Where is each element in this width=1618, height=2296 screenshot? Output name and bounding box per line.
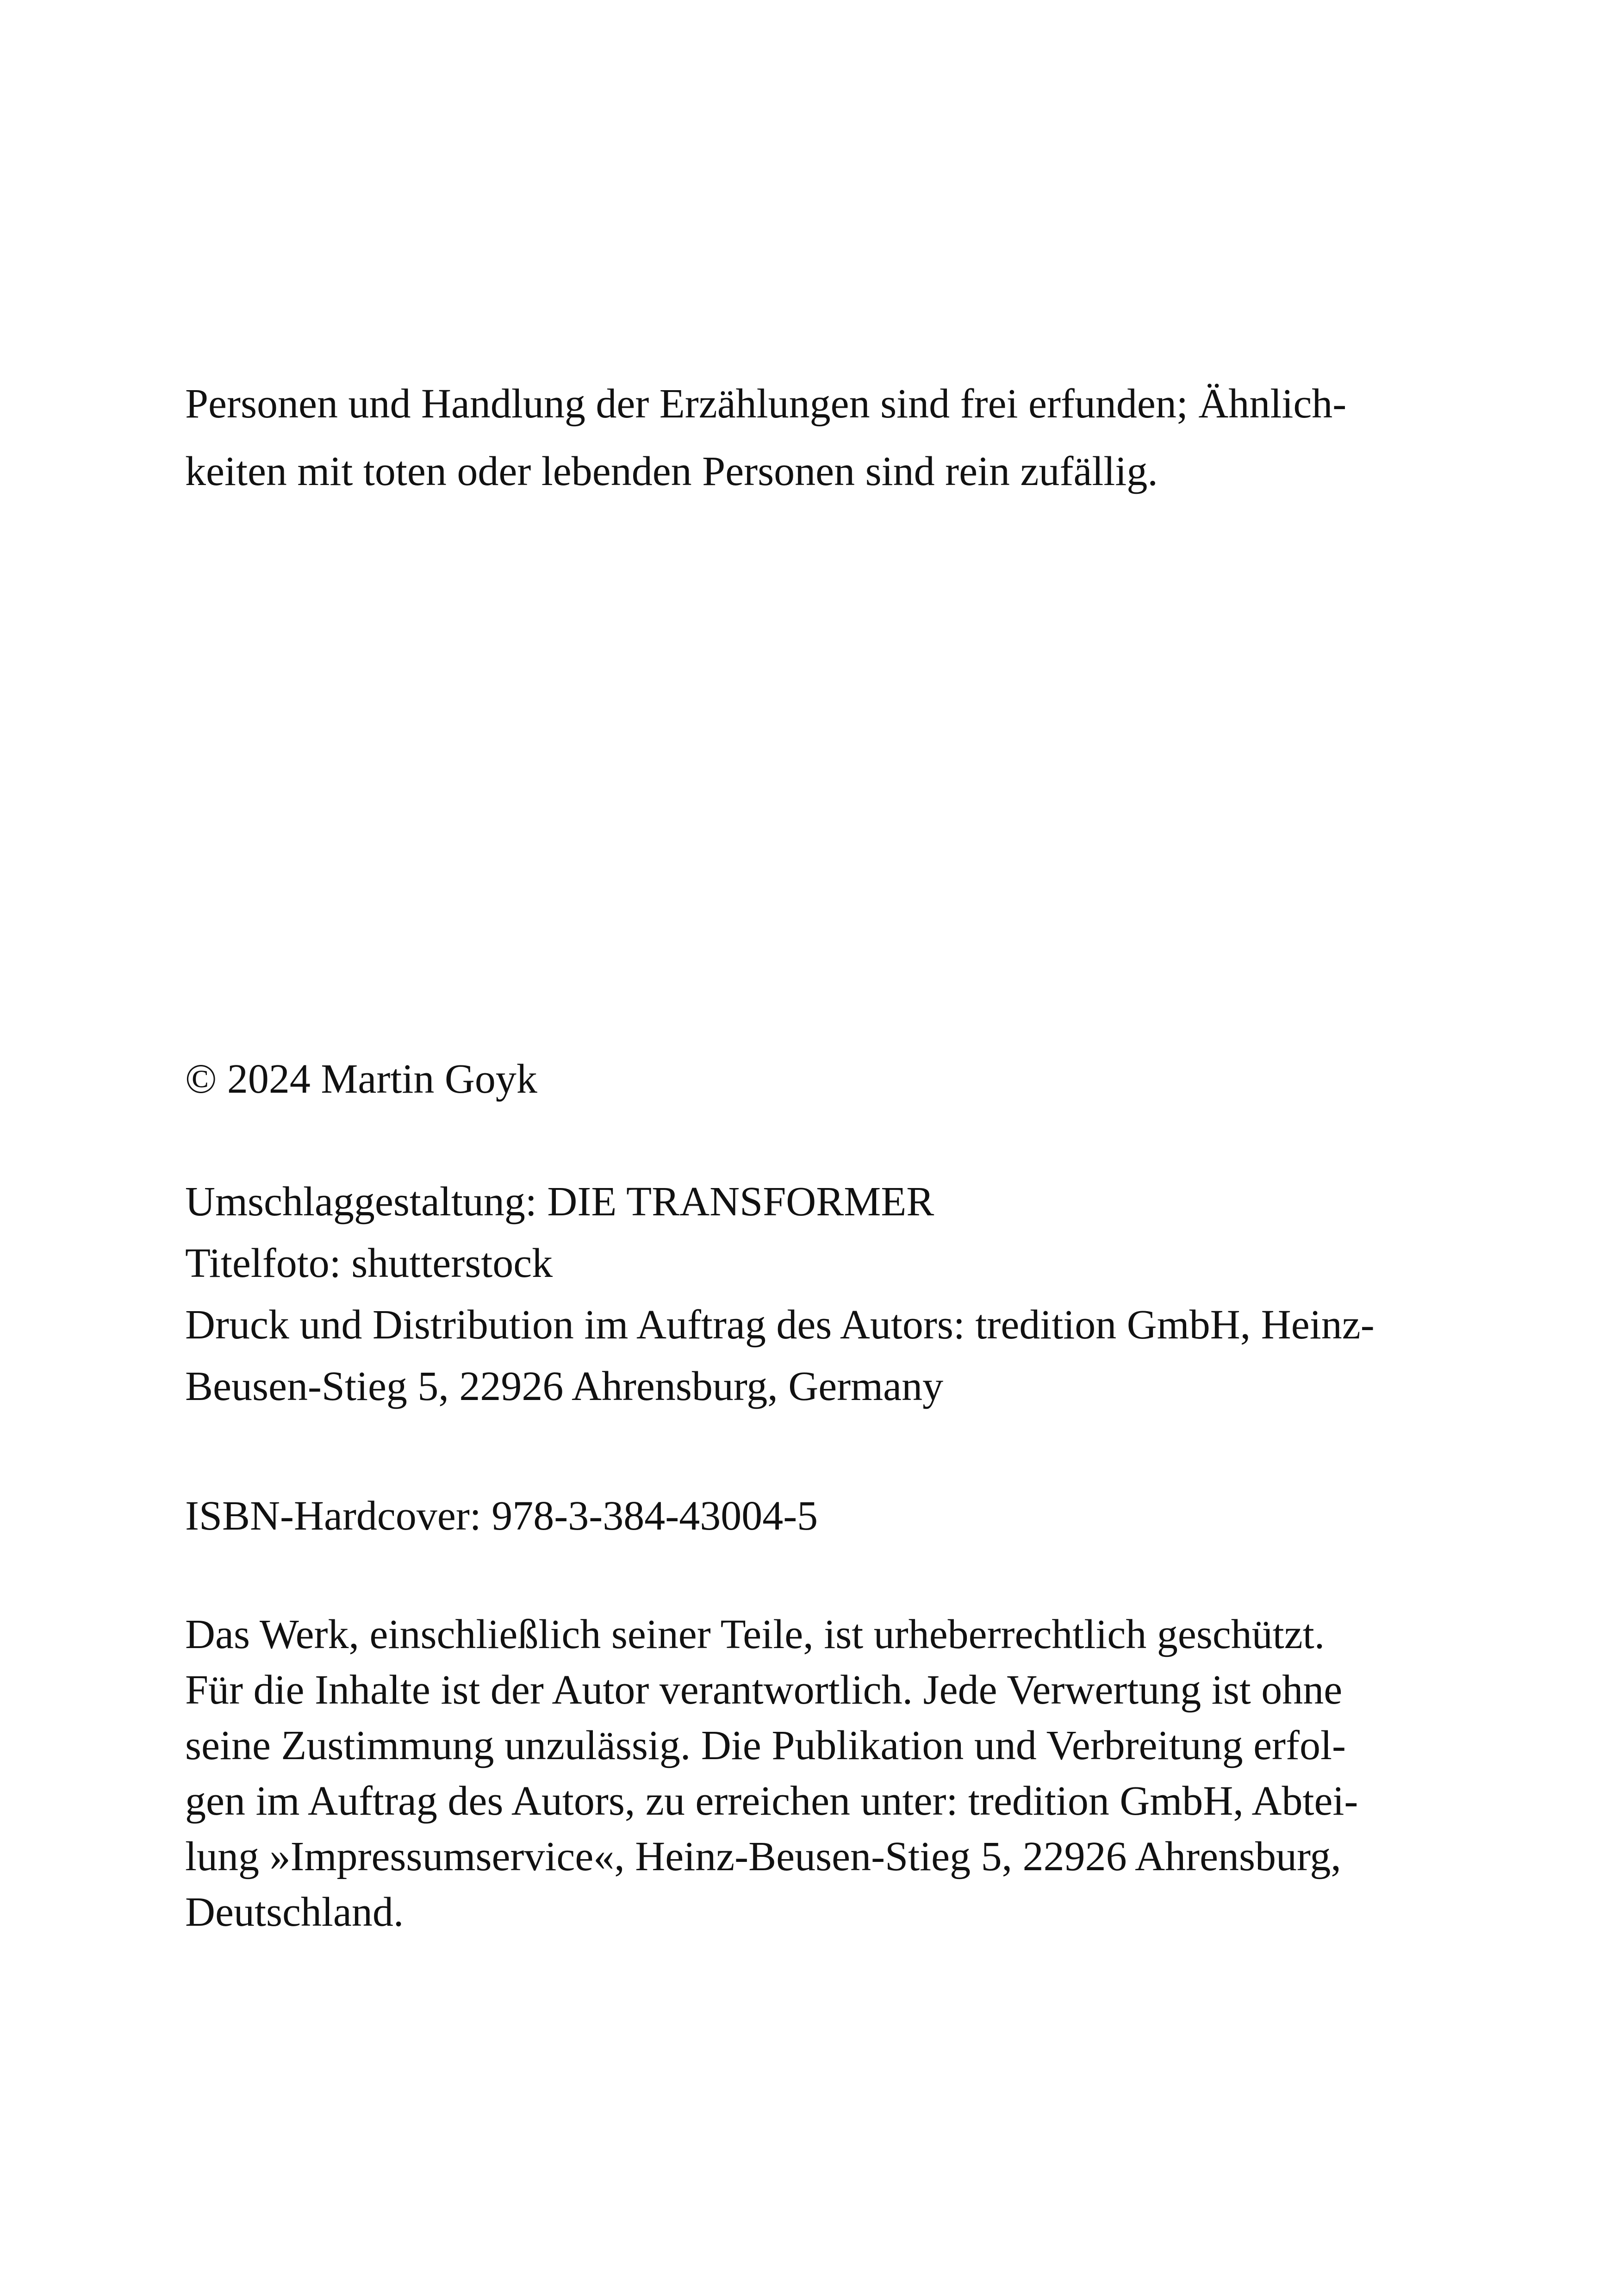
isbn-block	[185, 1484, 818, 1549]
rights-line: lung »Impressumservice«, Heinz-Beusen-Stieg 5, 22926 Ahrensburg,	[185, 1834, 1341, 1879]
title-photo-credit: Titelfoto: shutterstock	[185, 1240, 553, 1286]
disclaimer-paragraph	[185, 370, 1346, 505]
rights-line: Für die Inhalte ist der Autor verantwortlich. Jede Verwertung ist ohne	[185, 1667, 1343, 1713]
rights-line: Das Werk, einschließlich seiner Teile, ist urheberrechtlich geschützt.	[185, 1612, 1325, 1657]
rights-line: Deutschland.	[185, 1889, 404, 1935]
print-distribution-credit: Druck und Distribution im Auftrag des Autors: tredition GmbH, Heinz-	[185, 1302, 1375, 1348]
rights-line: seine Zustimmung unzulässig. Die Publikation und Verbreitung erfol-	[185, 1723, 1346, 1768]
isbn-text: ISBN-Hardcover: 978-3-384-43004-5	[185, 1493, 818, 1539]
copyright-text: © 2024 Martin Goyk	[185, 1056, 537, 1102]
copyright-notice	[185, 1047, 537, 1112]
rights-line: gen im Auftrag des Autors, zu erreichen unter: tredition GmbH, Abtei-	[185, 1778, 1358, 1824]
credits-block	[185, 1171, 1375, 1417]
cover-design-credit: Umschlaggestaltung: DIE TRANSFORMER	[185, 1179, 934, 1225]
disclaimer-line: keiten mit toten oder lebenden Personen sind rein zufällig.	[185, 448, 1158, 494]
rights-paragraph	[185, 1607, 1358, 1940]
print-distribution-credit-cont: Beusen-Stieg 5, 22926 Ahrensburg, Germany	[185, 1363, 944, 1409]
disclaimer-line: Personen und Handlung der Erzählungen sind frei erfunden; Ähnlich-	[185, 381, 1347, 427]
